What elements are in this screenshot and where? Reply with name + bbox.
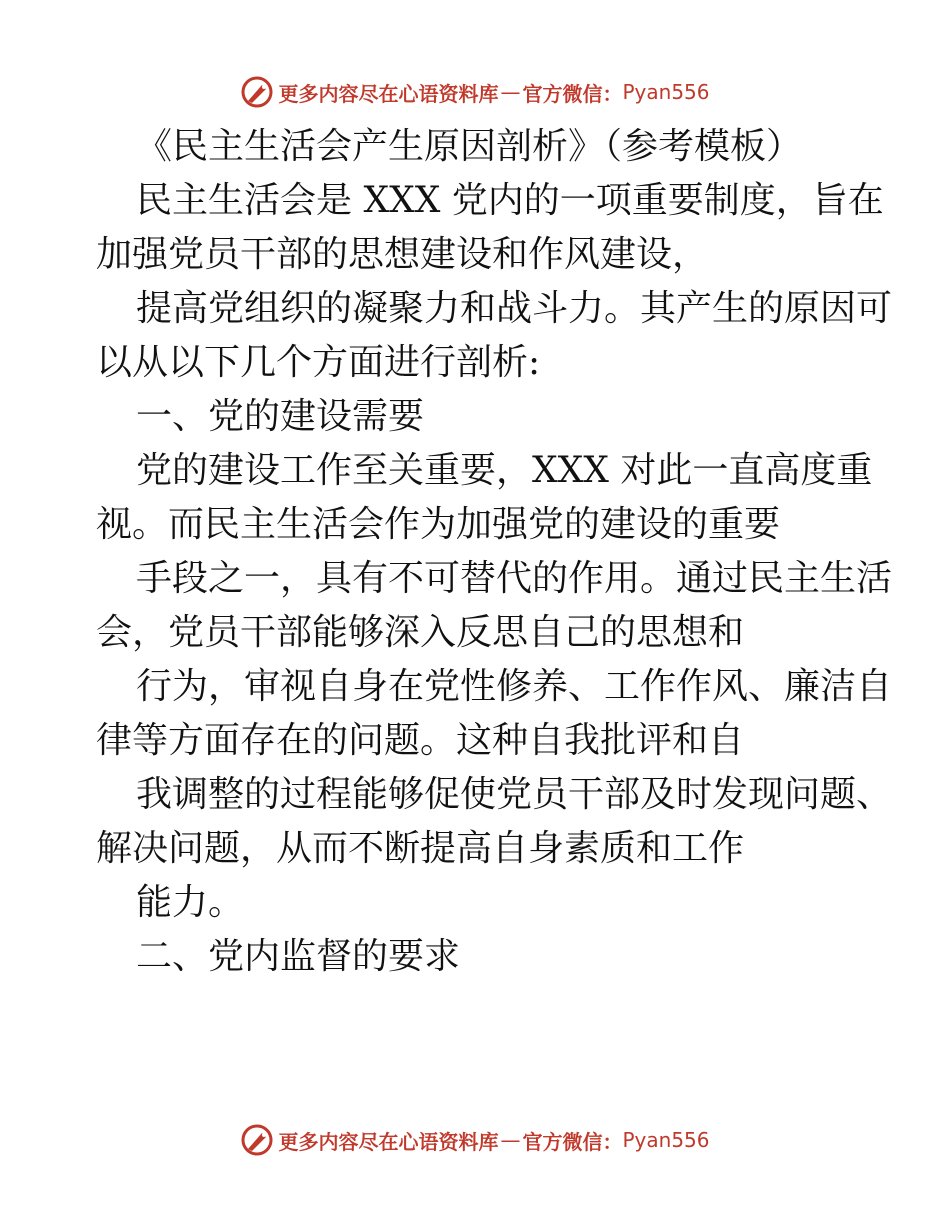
- document-line: 以从以下几个方面进行剖析:: [96, 342, 541, 383]
- banner-wechat-id: Pyan556: [622, 80, 710, 104]
- document-line: 二、党内监督的要求: [136, 936, 461, 977]
- document-line: 一、党的建设需要: [136, 396, 425, 437]
- document-line: 能力。: [136, 882, 245, 923]
- pen-logo-icon: [240, 75, 274, 109]
- header-banner: [0, 72, 950, 112]
- banner-separator: —: [500, 1128, 521, 1152]
- document-line: 加强党员干部的思想建设和作风建设，: [96, 234, 709, 275]
- banner-wechat-label: 官方微信：: [522, 1129, 623, 1154]
- document-line: 我调整的过程能够促使党员干部及时发现问题、: [136, 774, 893, 815]
- footer-banner: [0, 1120, 950, 1160]
- banner-wechat-label: 官方微信：: [522, 81, 623, 106]
- document-line: 会，党员干部能够深入反思自己的思想和: [96, 612, 745, 653]
- document-line: 解决问题，从而不断提高自身素质和工作: [96, 828, 745, 869]
- banner-text: 更多内容尽在心语资料库: [278, 1129, 499, 1154]
- document-body: [96, 120, 893, 984]
- document-line: 手段之一，具有不可替代的作用。通过民主生活: [136, 558, 893, 599]
- banner-text: 更多内容尽在心语资料库: [278, 81, 499, 106]
- pen-logo-icon: [240, 1123, 274, 1157]
- document-line: 行为，审视自身在党性修养、工作作风、廉洁自: [136, 666, 893, 707]
- document-line: 律等方面存在的问题。这种自我批评和自: [96, 720, 745, 761]
- banner-separator: —: [500, 80, 521, 104]
- document-line: 民主生活会是 XXX 党内的一项重要制度，旨在: [136, 180, 884, 221]
- document-line: 提高党组织的凝聚力和战斗力。其产生的原因可: [136, 288, 893, 329]
- document-line: 视。而民主生活会作为加强党的建设的重要: [96, 504, 781, 545]
- banner-wechat-id: Pyan556: [622, 1128, 710, 1152]
- document-line: 《民主生活会产生原因剖析》（参考模板）: [136, 126, 803, 167]
- document-line: 党的建设工作至关重要，XXX 对此一直高度重: [136, 450, 873, 491]
